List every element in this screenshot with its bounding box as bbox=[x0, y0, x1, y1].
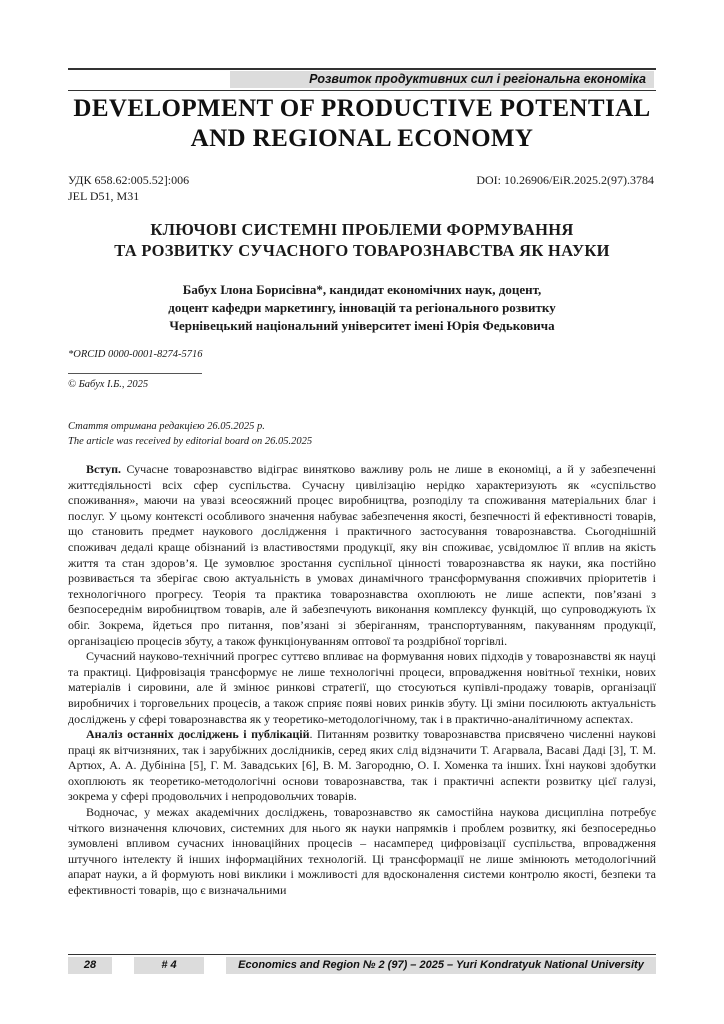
footer-page-number: 28 bbox=[68, 957, 112, 974]
section-title-line1: DEVELOPMENT OF PRODUCTIVE POTENTIAL bbox=[73, 95, 651, 122]
article-title bbox=[68, 219, 656, 261]
literature-text: . Питанням розвитку товарознавства присвячено численні наукові праці як вітчизняних, так і зарубіжних дослідників, серед яких слід відзначити Т. Агарвала, Васаві Даді [3], Т. М. Артюх, А. А. Дубініна [5], Г. М. Завадських [6], В. М. Загородню, О. І. Хоменка та інших. Їхні наукові здобутки охоплюють як теоретико-методологічні основи товарознавства, так і практичні аспекти розвитку цієї галузі, зокрема у сфері продовольчих і непродовольчих товарів. bbox=[68, 727, 656, 804]
footer-journal: Economics and Region № 2 (97) – 2025 – Yuri Kondratyuk National University bbox=[226, 957, 656, 974]
footnote-rule bbox=[68, 373, 202, 374]
header-top-rule bbox=[68, 68, 656, 70]
received-en: The article was received by editorial board on 26.05.2025 bbox=[68, 436, 313, 447]
article-body bbox=[68, 462, 656, 899]
udc-code: УДК 658.62:005.52]:006 bbox=[68, 173, 190, 187]
journal-section-label: Розвиток продуктивних сил і регіональна економіка bbox=[230, 71, 654, 88]
section-title bbox=[68, 94, 656, 154]
author-block bbox=[68, 281, 656, 335]
footer-top-rule bbox=[68, 954, 656, 955]
header-bottom-rule bbox=[68, 90, 656, 91]
introduction-heading: Вступ. bbox=[86, 462, 121, 476]
orcid: *ORCID 0000-0001-8274-5716 bbox=[68, 349, 203, 360]
introduction-text: Сучасне товарознавство відіграє винятково важливу роль не лише в економіці, а й у забезпеченні життєдіяльності всіх сфер суспільства. Сучасну цивілізацію нерідко характеризують як «суспільство споживання», маючи на увазі всеосяжний процес виробництва, розподілу та споживання матеріальних благ і послуг. У цьому контексті особливого значення набуває забезпечення якості, безпечності й ефективності товарів, що становить предмет наукового дослідження і практичного застосування товарознавства. Сьогоднішній споживач дедалі краще обізнаний із властивостями продукції, яку він споживає, усвідомлює її вплив на якість життя та стан здоров’я. Це зумовлює зростання суспільної цінності товарознавства як науки, яка постійно розвивається та зберігає свою актуальність в умовах динамічного трансформування споживчих пріоритетів і технологічного прогресу. Теорія та практика товарознавства охоплюють не лише аспекти, пов’язані з безпосереднім виробництвом товарів, але й забезпечують виконання комплексу функцій, що супроводжують їх обіг. Зокрема, йдеться про питання, пов’язані зі зберіганням, транспортуванням, пакуванням продукції, організацією процесів збуту, а також функціонуванням оптової та роздрібної торгівлі. bbox=[68, 462, 656, 648]
jel-code: JEL D51, M31 bbox=[68, 189, 140, 203]
doi-code: DOI: 10.26906/EiR.2025.2(97).3784 bbox=[476, 173, 654, 187]
paragraph-introduction bbox=[68, 462, 656, 649]
author-name: Бабух Ілона Борисівна*, кандидат економічних наук, доцент, bbox=[182, 282, 542, 297]
author-position: доцент кафедри маркетингу, інновацій та регіонального розвитку bbox=[168, 300, 556, 315]
paragraph-progress: Сучасний науково-технічний прогрес суттєво впливає на формування нових підходів у товарознавстві як науці та практиці. Цифровізація трансформує не лише технологічні процеси, впровадження новітньої техніки, нових матеріалів і сировини, але й змінює ринкові стратегії, що стосуються купівлі-продажу товарів, організації виробничих і торговельних процесів, а також сприяє появі нових ринків збуту. Ці зміни посилюють актуальність досліджень у сфері товарознавства як у теоретико-методологічному, так і в практично-аналітичному аспектах. bbox=[68, 649, 656, 726]
author-affiliation: Чернівецький національний університет імені Юрія Федьковича bbox=[169, 318, 555, 333]
paragraph-problems: Водночас, у межах академічних досліджень, товарознавство як самостійна наукова дисципліна потребує чіткого визначення ключових, системних для нього як науки напрямків і проблем розвитку, які безпосередньо зумовлені впливом сучасних інноваційних процесів – насамперед цифровізації суспільства, впровадження штучного інтелекту й інших інформаційних технологій. Ці трансформації не лише змінюють методологічний апарат науки, а й формують нові виклики і можливості для вдосконалення системи контролю якості, безпеки та ефективності товарів, що є визначальними bbox=[68, 805, 656, 898]
section-title-line2: AND REGIONAL ECONOMY bbox=[190, 125, 534, 152]
article-title-line2: ТА РОЗВИТКУ СУЧАСНОГО ТОВАРОЗНАВСТВА ЯК НАУКИ bbox=[114, 241, 610, 260]
received-ukr: Стаття отримана редакцією 26.05.2025 р. bbox=[68, 421, 265, 432]
copyright: © Бабух І.Б., 2025 bbox=[68, 379, 149, 390]
literature-heading: Аналіз останніх досліджень і публікацій bbox=[86, 727, 310, 742]
footer-issue: # 4 bbox=[134, 957, 204, 974]
article-title-line1: КЛЮЧОВІ СИСТЕМНІ ПРОБЛЕМИ ФОРМУВАННЯ bbox=[150, 220, 574, 239]
paragraph-literature bbox=[68, 727, 656, 805]
